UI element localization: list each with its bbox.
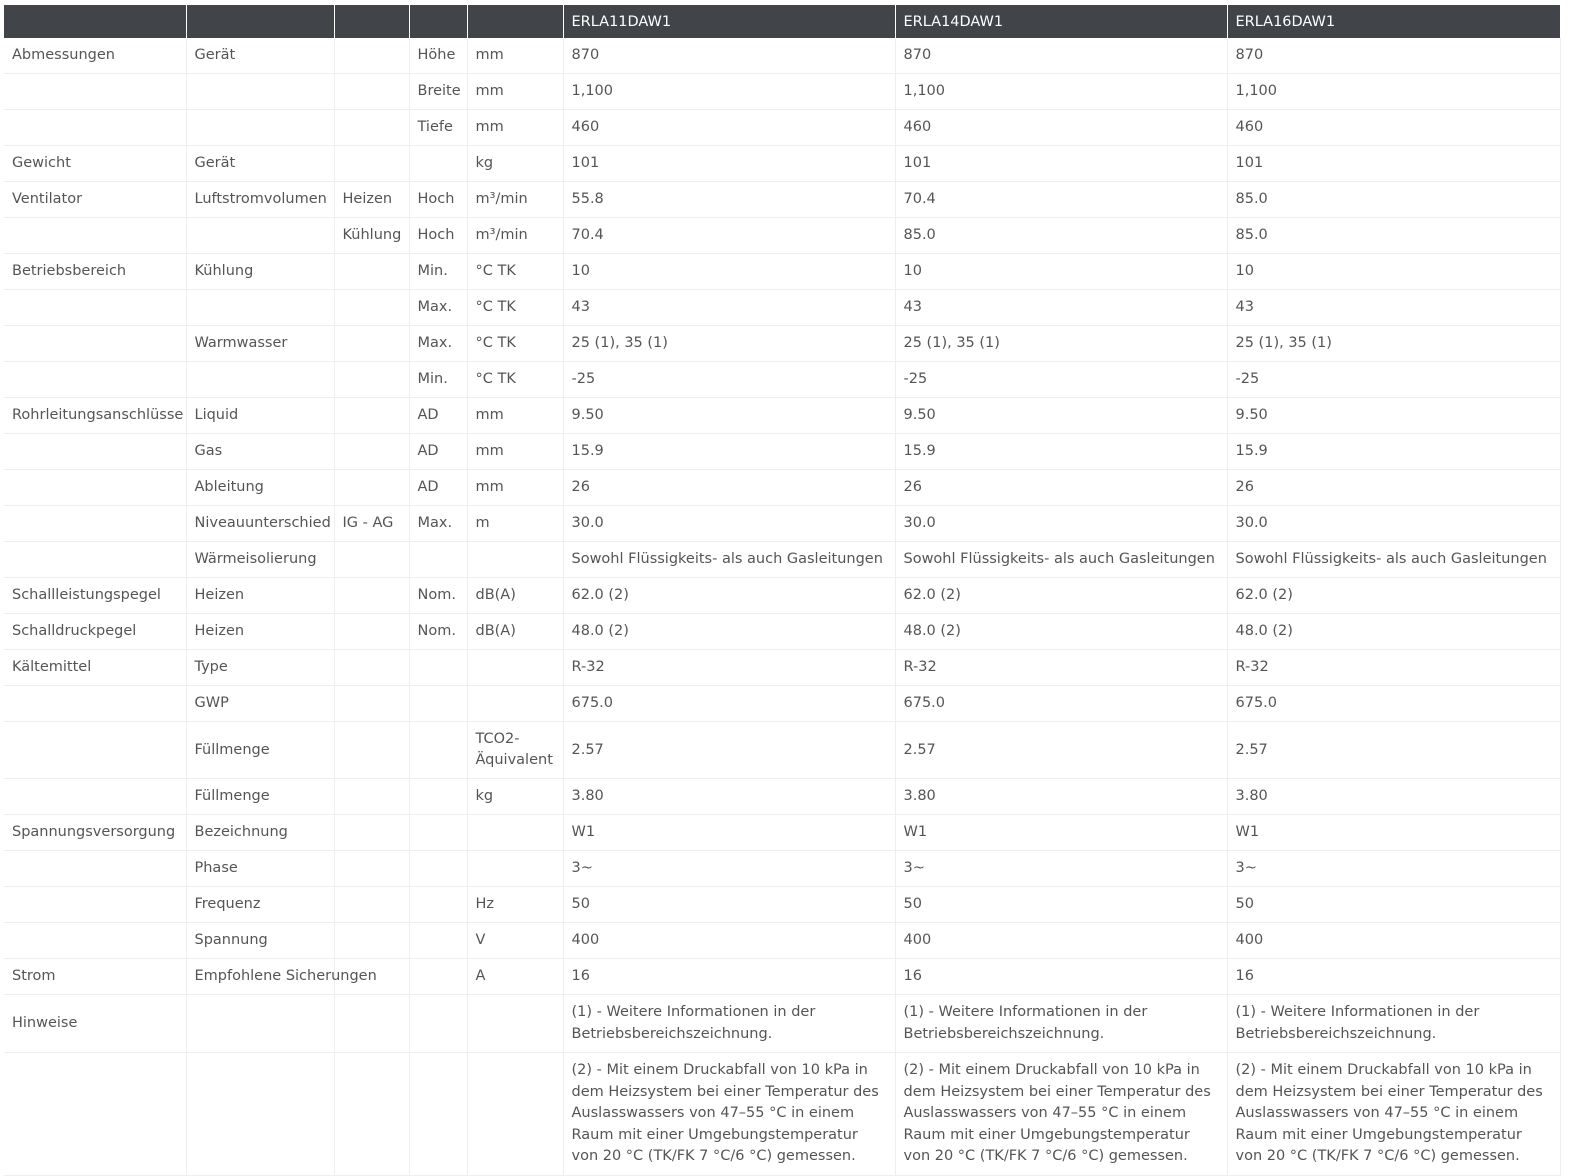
subcategory-cell [186,1053,334,1176]
note-cell-erla14daw1: (1) - Weitere Informationen in der Betriebsbereichszeichnung. [895,995,1227,1053]
unit-cell: m³/min [467,182,563,218]
value-cell-erla14daw1: 70.4 [895,182,1227,218]
subcategory-cell: Phase [186,851,334,887]
category-cell [4,686,186,722]
value-cell-erla11daw1: 26 [563,470,895,506]
subcategory-cell: Gerät [186,146,334,182]
table-row [4,686,1560,722]
value-cell-erla14daw1: 48.0 (2) [895,614,1227,650]
value-cell-erla11daw1: 48.0 (2) [563,614,895,650]
qualifier-cell: Nom. [409,614,467,650]
category-cell: Kältemittel [4,650,186,686]
unit-cell: °C TK [467,326,563,362]
category-cell: Strom [4,959,186,995]
header-row [4,5,1560,38]
value-cell-erla16daw1: 460 [1227,110,1560,146]
value-cell-erla11daw1: 1,100 [563,74,895,110]
category-cell [4,362,186,398]
unit-cell: kg [467,779,563,815]
qualifier-cell: Tiefe [409,110,467,146]
value-cell-erla14daw1: 9.50 [895,398,1227,434]
value-cell-erla14daw1: W1 [895,815,1227,851]
subcategory-cell: Wärmeisolierung [186,542,334,578]
qualifier-cell: Max. [409,506,467,542]
category-cell [4,1053,186,1176]
unit-cell: mm [467,398,563,434]
unit-cell [467,650,563,686]
value-cell-erla16daw1: 15.9 [1227,434,1560,470]
category-cell: Rohrleitungsanschlüsse [4,398,186,434]
value-cell-erla14daw1: 30.0 [895,506,1227,542]
value-cell-erla11daw1: W1 [563,815,895,851]
category-cell [4,779,186,815]
value-cell-erla16daw1: 62.0 (2) [1227,578,1560,614]
mode-cell [334,398,409,434]
unit-cell: mm [467,470,563,506]
value-cell-erla16daw1: -25 [1227,362,1560,398]
subcategory-cell: Spannung [186,923,334,959]
value-cell-erla11daw1: 675.0 [563,686,895,722]
value-cell-erla16daw1: 85.0 [1227,182,1560,218]
value-cell-erla16daw1: R-32 [1227,650,1560,686]
subcategory-cell [186,362,334,398]
subcategory-cell: Gerät [186,38,334,74]
unit-cell: m³/min [467,218,563,254]
value-cell-erla11daw1: R-32 [563,650,895,686]
value-cell-erla14daw1: 10 [895,254,1227,290]
mode-cell: IG - AG [334,506,409,542]
value-cell-erla14daw1: 675.0 [895,686,1227,722]
mode-cell [334,578,409,614]
unit-cell: °C TK [467,362,563,398]
unit-cell: V [467,923,563,959]
category-cell: Ventilator [4,182,186,218]
mode-cell [334,38,409,74]
value-cell-erla16daw1: Sowohl Flüssigkeits- als auch Gasleitungen [1227,542,1560,578]
header-empty-4 [409,5,467,38]
mode-cell [334,995,409,1053]
qualifier-cell: AD [409,398,467,434]
mode-cell [334,110,409,146]
value-cell-erla11daw1: 70.4 [563,218,895,254]
value-cell-erla16daw1: 101 [1227,146,1560,182]
value-cell-erla16daw1: 675.0 [1227,686,1560,722]
table-row [4,290,1560,326]
value-cell-erla11daw1: 30.0 [563,506,895,542]
value-cell-erla11daw1: 16 [563,959,895,995]
table-row [4,218,1560,254]
value-cell-erla11daw1: 3~ [563,851,895,887]
qualifier-cell: Max. [409,290,467,326]
qualifier-cell: Breite [409,74,467,110]
mode-cell [334,434,409,470]
subcategory-cell: Type [186,650,334,686]
mode-cell [334,146,409,182]
unit-cell: °C TK [467,254,563,290]
value-cell-erla14daw1: -25 [895,362,1227,398]
category-cell: Schallleistungspegel [4,578,186,614]
value-cell-erla16daw1: 10 [1227,254,1560,290]
value-cell-erla11daw1: 55.8 [563,182,895,218]
qualifier-cell: Höhe [409,38,467,74]
header-empty-3 [334,5,409,38]
note-cell-erla14daw1: (2) - Mit einem Druckabfall von 10 kPa in dem Heizsystem bei einer Temperatur des Auslasswassers von 47–55 °C in einem Raum mit einer Umgebungstemperatur von 20 °C (TK/FK 7 °C/6 °C) gemessen. [895,1053,1227,1176]
unit-cell: A [467,959,563,995]
table-row [4,887,1560,923]
value-cell-erla14daw1: 15.9 [895,434,1227,470]
qualifier-cell [409,686,467,722]
value-cell-erla14daw1: 85.0 [895,218,1227,254]
table-row [4,923,1560,959]
qualifier-cell: Nom. [409,578,467,614]
mode-cell [334,290,409,326]
subcategory-cell: Füllmenge [186,722,334,779]
table-row [4,398,1560,434]
table-row [4,650,1560,686]
value-cell-erla14daw1: 400 [895,923,1227,959]
mode-cell [334,362,409,398]
value-cell-erla16daw1: 43 [1227,290,1560,326]
mode-cell [334,254,409,290]
subcategory-cell: Niveauunterschied [186,506,334,542]
table-row [4,959,1560,995]
table-row [4,182,1560,218]
value-cell-erla11daw1: 9.50 [563,398,895,434]
mode-cell [334,1053,409,1176]
table-row [4,362,1560,398]
value-cell-erla11daw1: 43 [563,290,895,326]
table-row [4,470,1560,506]
value-cell-erla14daw1: 16 [895,959,1227,995]
value-cell-erla11daw1: 62.0 (2) [563,578,895,614]
value-cell-erla16daw1: 400 [1227,923,1560,959]
qualifier-cell: Min. [409,254,467,290]
subcategory-cell: Liquid [186,398,334,434]
qualifier-cell [409,959,467,995]
subcategory-cell: Luftstromvolumen [186,182,334,218]
mode-cell [334,851,409,887]
subcategory-cell: Bezeichnung [186,815,334,851]
unit-cell: m [467,506,563,542]
qualifier-cell: Min. [409,362,467,398]
subcategory-cell [186,218,334,254]
subcategory-cell: GWP [186,686,334,722]
category-cell [4,218,186,254]
subcategory-cell: Empfohlene Sicherungen [186,959,334,995]
value-cell-erla11daw1: 400 [563,923,895,959]
table-row [4,1053,1560,1176]
mode-cell [334,542,409,578]
value-cell-erla14daw1: 101 [895,146,1227,182]
value-cell-erla14daw1: 3.80 [895,779,1227,815]
category-cell [4,851,186,887]
mode-cell: Heizen [334,182,409,218]
unit-cell [467,1053,563,1176]
qualifier-cell: Hoch [409,182,467,218]
table-row [4,38,1560,74]
qualifier-cell [409,722,467,779]
subcategory-cell: Heizen [186,614,334,650]
value-cell-erla11daw1: 10 [563,254,895,290]
value-cell-erla16daw1: 870 [1227,38,1560,74]
value-cell-erla14daw1: 26 [895,470,1227,506]
table-row [4,326,1560,362]
note-cell-erla16daw1: (2) - Mit einem Druckabfall von 10 kPa in dem Heizsystem bei einer Temperatur des Auslasswassers von 47–55 °C in einem Raum mit einer Umgebungstemperatur von 20 °C (TK/FK 7 °C/6 °C) gemessen. [1227,1053,1560,1176]
unit-cell: °C TK [467,290,563,326]
category-cell [4,326,186,362]
category-cell [4,74,186,110]
unit-cell: mm [467,110,563,146]
mode-cell [334,779,409,815]
qualifier-cell [409,1053,467,1176]
value-cell-erla14daw1: 460 [895,110,1227,146]
table-row [4,146,1560,182]
value-cell-erla14daw1: 1,100 [895,74,1227,110]
subcategory-cell: Heizen [186,578,334,614]
value-cell-erla14daw1: 2.57 [895,722,1227,779]
value-cell-erla16daw1: 1,100 [1227,74,1560,110]
unit-cell: mm [467,434,563,470]
unit-cell [467,995,563,1053]
mode-cell [334,326,409,362]
header-empty-1 [4,5,186,38]
value-cell-erla14daw1: 3~ [895,851,1227,887]
unit-cell: mm [467,74,563,110]
value-cell-erla11daw1: 101 [563,146,895,182]
qualifier-cell [409,851,467,887]
mode-cell [334,614,409,650]
qualifier-cell [409,542,467,578]
value-cell-erla14daw1: R-32 [895,650,1227,686]
category-cell [4,923,186,959]
qualifier-cell [409,887,467,923]
category-cell [4,434,186,470]
value-cell-erla14daw1: Sowohl Flüssigkeits- als auch Gasleitungen [895,542,1227,578]
mode-cell [334,650,409,686]
value-cell-erla11daw1: 25 (1), 35 (1) [563,326,895,362]
value-cell-erla11daw1: 2.57 [563,722,895,779]
category-cell: Betriebsbereich [4,254,186,290]
qualifier-cell [409,995,467,1053]
unit-cell: kg [467,146,563,182]
value-cell-erla16daw1: 30.0 [1227,506,1560,542]
value-cell-erla11daw1: -25 [563,362,895,398]
qualifier-cell: Max. [409,326,467,362]
value-cell-erla16daw1: 48.0 (2) [1227,614,1560,650]
unit-cell: dB(A) [467,578,563,614]
header-empty-2 [186,5,334,38]
value-cell-erla11daw1: 15.9 [563,434,895,470]
table-row [4,614,1560,650]
value-cell-erla16daw1: 50 [1227,887,1560,923]
table-row [4,578,1560,614]
category-cell [4,506,186,542]
qualifier-cell [409,815,467,851]
subcategory-cell [186,995,334,1053]
qualifier-cell [409,923,467,959]
qualifier-cell: AD [409,470,467,506]
value-cell-erla14daw1: 25 (1), 35 (1) [895,326,1227,362]
mode-cell [334,815,409,851]
subcategory-cell: Füllmenge [186,779,334,815]
category-cell [4,110,186,146]
subcategory-cell: Gas [186,434,334,470]
category-cell: Gewicht [4,146,186,182]
value-cell-erla14daw1: 62.0 (2) [895,578,1227,614]
category-cell [4,887,186,923]
mode-cell [334,722,409,779]
table-row [4,851,1560,887]
qualifier-cell: AD [409,434,467,470]
subcategory-cell: Kühlung [186,254,334,290]
category-cell: Hinweise [4,995,186,1053]
unit-cell: mm [467,38,563,74]
qualifier-cell: Hoch [409,218,467,254]
table-row [4,815,1560,851]
subcategory-cell: Ableitung [186,470,334,506]
value-cell-erla16daw1: 9.50 [1227,398,1560,434]
value-cell-erla14daw1: 870 [895,38,1227,74]
unit-cell: dB(A) [467,614,563,650]
qualifier-cell [409,650,467,686]
value-cell-erla16daw1: 2.57 [1227,722,1560,779]
table-row [4,506,1560,542]
category-cell: Schalldruckpegel [4,614,186,650]
header-model-1: ERLA11DAW1 [563,5,895,38]
unit-cell [467,815,563,851]
subcategory-cell [186,110,334,146]
note-cell-erla11daw1: (1) - Weitere Informationen in der Betriebsbereichszeichnung. [563,995,895,1053]
value-cell-erla11daw1: 3.80 [563,779,895,815]
value-cell-erla16daw1: 16 [1227,959,1560,995]
category-cell [4,290,186,326]
unit-cell [467,686,563,722]
value-cell-erla11daw1: 460 [563,110,895,146]
mode-cell [334,470,409,506]
table-row [4,110,1560,146]
value-cell-erla16daw1: 3.80 [1227,779,1560,815]
unit-cell [467,851,563,887]
value-cell-erla16daw1: 3~ [1227,851,1560,887]
table-row [4,995,1560,1053]
subcategory-cell [186,74,334,110]
qualifier-cell [409,146,467,182]
value-cell-erla11daw1: Sowohl Flüssigkeits- als auch Gasleitungen [563,542,895,578]
mode-cell [334,686,409,722]
subcategory-cell: Warmwasser [186,326,334,362]
table-row [4,254,1560,290]
value-cell-erla16daw1: 85.0 [1227,218,1560,254]
subcategory-cell [186,290,334,326]
value-cell-erla14daw1: 50 [895,887,1227,923]
unit-cell [467,542,563,578]
mode-cell [334,923,409,959]
value-cell-erla16daw1: 26 [1227,470,1560,506]
mode-cell [334,74,409,110]
spec-table [4,5,1561,1176]
category-cell [4,722,186,779]
unit-cell: TCO2-Äquivalent [467,722,563,779]
value-cell-erla14daw1: 43 [895,290,1227,326]
unit-cell: Hz [467,887,563,923]
table-row [4,542,1560,578]
subcategory-cell: Frequenz [186,887,334,923]
table-row [4,722,1560,779]
note-cell-erla11daw1: (2) - Mit einem Druckabfall von 10 kPa in dem Heizsystem bei einer Temperatur des Auslasswassers von 47–55 °C in einem Raum mit einer Umgebungstemperatur von 20 °C (TK/FK 7 °C/6 °C) gemessen. [563,1053,895,1176]
table-row [4,74,1560,110]
header-model-2: ERLA14DAW1 [895,5,1227,38]
qualifier-cell [409,779,467,815]
category-cell [4,470,186,506]
value-cell-erla11daw1: 50 [563,887,895,923]
table-row [4,434,1560,470]
value-cell-erla11daw1: 870 [563,38,895,74]
header-empty-5 [467,5,563,38]
mode-cell: Kühlung [334,218,409,254]
mode-cell [334,887,409,923]
value-cell-erla16daw1: W1 [1227,815,1560,851]
category-cell: Spannungsversorgung [4,815,186,851]
category-cell [4,542,186,578]
header-model-3: ERLA16DAW1 [1227,5,1560,38]
table-row [4,779,1560,815]
note-cell-erla16daw1: (1) - Weitere Informationen in der Betriebsbereichszeichnung. [1227,995,1560,1053]
value-cell-erla16daw1: 25 (1), 35 (1) [1227,326,1560,362]
category-cell: Abmessungen [4,38,186,74]
